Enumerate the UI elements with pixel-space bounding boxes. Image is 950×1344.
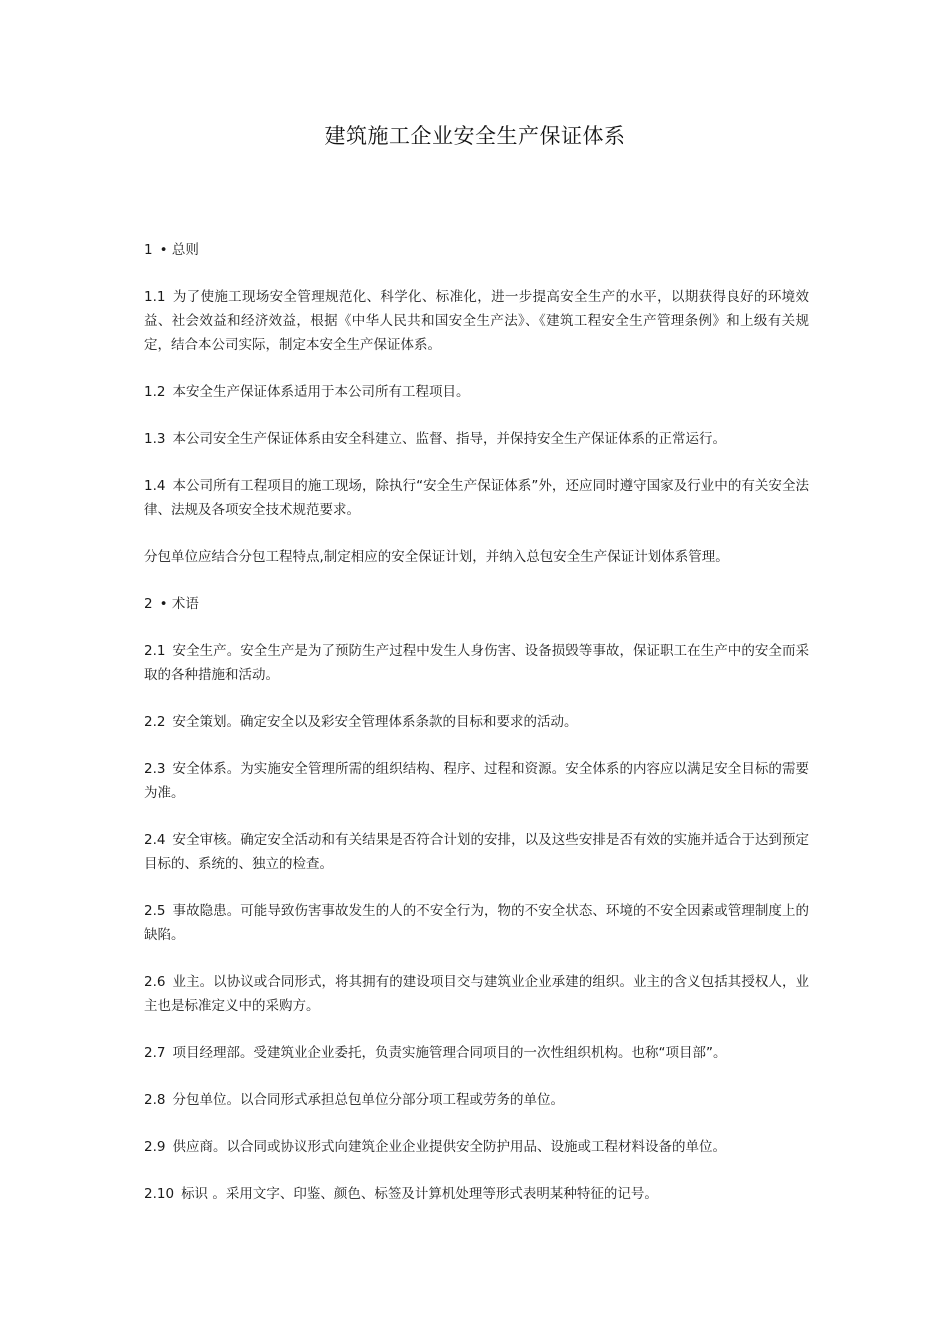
clause-number: 2.8: [144, 1092, 166, 1108]
clause-number: 2.10: [144, 1186, 175, 1202]
clause-paragraph: [144, 285, 809, 357]
clause-text: 安全审核。确定安全活动和有关结果是否符合计划的安排，以及这些安排是否有效的实施并适合于达到预定目标的、系统的、独立的检查。: [144, 832, 809, 872]
clause-paragraph: [144, 710, 809, 734]
clause-number: 2.3: [144, 761, 166, 777]
clause-paragraph: [144, 427, 809, 451]
clause-text: 业主。以协议或合同形式，将其拥有的建设项目交与建筑业企业承建的组织。业主的含义包括其授权人，业主也是标准定义中的采购方。: [144, 974, 809, 1014]
clause-text: 安全生产。安全生产是为了预防生产过程中发生人身伤害、设备损毁等事故，保证职工在生产中的安全而采取的各种措施和活动。: [144, 643, 809, 683]
clause-number: 2.5: [144, 903, 166, 919]
clause-paragraph: [144, 474, 809, 522]
clause-number: 1.1: [144, 289, 166, 305]
clause-paragraph: [144, 757, 809, 805]
clause-paragraph: [144, 970, 809, 1018]
clause-text: 安全体系。为实施安全管理所需的组织结构、程序、过程和资源。安全体系的内容应以满足安全目标的需要为准。: [144, 761, 809, 801]
clause-paragraph: [144, 1182, 809, 1206]
clause-number: 1.3: [144, 431, 166, 447]
clause-paragraph: [144, 899, 809, 947]
clause-paragraph: [144, 828, 809, 876]
section-number: 1: [144, 242, 153, 258]
clause-number: 2.9: [144, 1139, 166, 1155]
clause-number: 2.1: [144, 643, 166, 659]
clause-number: 2.6: [144, 974, 166, 990]
section-title: • 总则: [159, 242, 199, 258]
clause-paragraph: [144, 380, 809, 404]
section-heading: [144, 238, 809, 262]
clause-text: 本公司所有工程项目的施工现场，除执行“安全生产保证体系”外，还应同时遵守国家及行业中的有关安全法律、法规及各项安全技术规范要求。: [144, 478, 809, 518]
clause-number: 2.4: [144, 832, 166, 848]
clause-paragraph: [144, 1088, 809, 1112]
clause-paragraph: [144, 639, 809, 687]
document-body: [144, 238, 809, 1229]
paragraph-text: 分包单位应结合分包工程特点,制定相应的安全保证计划，并纳入总包安全生产保证计划体系管理。: [144, 549, 729, 565]
clause-text: 标识 。采用文字、印鉴、颜色、标签及计算机处理等形式表明某种特征的记号。: [181, 1186, 658, 1202]
clause-text: 分包单位。以合同形式承担总包单位分部分项工程或劳务的单位。: [172, 1092, 564, 1108]
clause-text: 本安全生产保证体系适用于本公司所有工程项目。: [172, 384, 470, 400]
clause-number: 2.2: [144, 714, 166, 730]
clause-text: 为了使施工现场安全管理规范化、科学化、标准化，进一步提高安全生产的水平，以期获得良好的环境效益、社会效益和经济效益，根据《中华人民共和国安全生产法》、《建筑工程安全生产管理条例》和上级有关规定，结合本公司实际，制定本安全生产保证体系。: [144, 289, 809, 353]
clause-text: 本公司安全生产保证体系由安全科建立、监督、指导，并保持安全生产保证体系的正常运行。: [172, 431, 726, 447]
clause-number: 2.7: [144, 1045, 166, 1061]
section-heading: [144, 592, 809, 616]
section-title: • 术语: [159, 596, 199, 612]
section-number: 2: [144, 596, 153, 612]
clause-text: 供应商。以合同或协议形式向建筑企业企业提供安全防护用品、设施或工程材料设备的单位。: [172, 1139, 726, 1155]
clause-paragraph: [144, 1041, 809, 1065]
clause-text: 安全策划。确定安全以及彩安全管理体系条款的目标和要求的活动。: [172, 714, 578, 730]
clause-text: 项目经理部。受建筑业企业委托，负责实施管理合同项目的一次性组织机构。也称“项目部”。: [172, 1045, 727, 1061]
clause-number: 1.4: [144, 478, 166, 494]
plain-paragraph: [144, 545, 809, 569]
clause-number: 1.2: [144, 384, 166, 400]
clause-text: 事故隐患。可能导致伤害事故发生的人的不安全行为，物的不安全状态、环境的不安全因素或管理制度上的缺陷。: [144, 903, 809, 943]
document-title: 建筑施工企业安全生产保证体系: [324, 124, 626, 148]
clause-paragraph: [144, 1135, 809, 1159]
